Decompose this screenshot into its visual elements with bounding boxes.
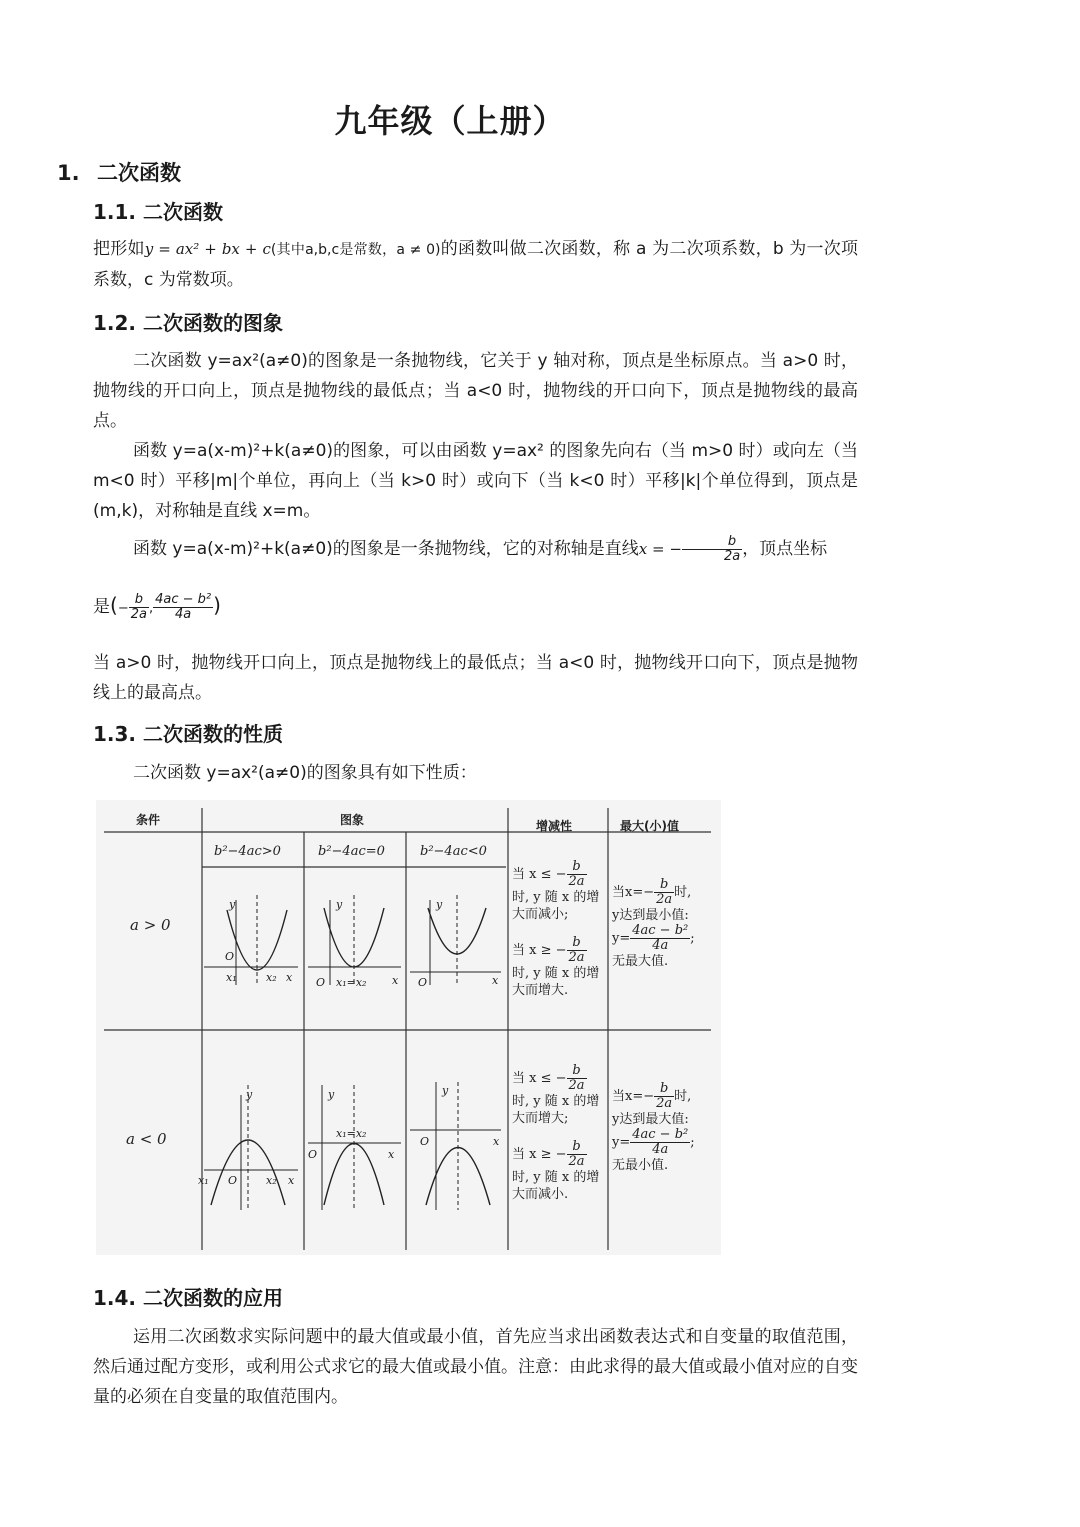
label-o: O — [308, 1148, 318, 1161]
paragraph-vertex: 是(− $\frac{b}{2a}$ , $\frac{\text{4ac − b²}}{4a}$ ) — [93, 591, 221, 622]
label-y: y — [442, 1084, 449, 1097]
section-1-heading — [57, 157, 181, 187]
header-monotonicity: 增减性 — [536, 819, 573, 833]
paragraph-graph-1: 二次函数 y=ax²(a≠0)的图象是一条抛物线，它关于 y 轴对称，顶点是坐标原点。当 a>0 时，抛物线的开口向上，顶点是抛物线的最低点；当 a<0 时，抛物线的开口向下，顶点是抛物线的最高点。 — [93, 351, 858, 431]
section-number: 1. — [57, 161, 80, 185]
label-y: y — [229, 898, 236, 911]
paragraph-definition: 把形如y = ax² + bx + c(其中a,b,c是常数，a ≠ 0)的函数叫做二次函数，称 a 为二次项系数，b 为一次项系数，c 为常数项。 — [93, 239, 859, 290]
table-lines — [96, 800, 721, 1255]
subheader-disc-pos: b²−4ac>0 — [214, 844, 281, 859]
label-o: O — [418, 976, 428, 989]
paragraph-properties-intro: 二次函数 y=ax²(a≠0)的图象具有如下性质： — [133, 763, 477, 783]
label-x2: x₂ — [266, 971, 277, 984]
paragraph-graph-3: 函数 y=a(x-m)²+k(a≠0)的图象是一条抛物线，它的对称轴是直线x = − $\frac{b}{2a}$ ，顶点坐标 — [133, 533, 828, 564]
heading-1-2: 1.2. 二次函数的图象 — [93, 311, 283, 335]
label-x: x — [288, 1174, 295, 1187]
label-x1: x₁ — [226, 971, 237, 984]
label-y: y — [328, 1088, 335, 1101]
extreme-pos: 当x=− $\frac{b}{2a}$ 时, y达到最小值: y= $\frac{\text{4ac − b²}}{4a}$ ; 无最大值. — [612, 877, 695, 969]
label-x: x — [492, 974, 499, 987]
heading-1-4: 1.4. 二次函数的应用 — [93, 1286, 283, 1310]
graph-down-one-root — [308, 1085, 401, 1210]
parabola — [324, 1144, 384, 1206]
label-x: x — [286, 971, 293, 984]
graph-up-no-root — [410, 895, 501, 989]
condition-a-positive: a > 0 — [130, 916, 171, 934]
subheader-disc-zero: b²−4ac=0 — [318, 844, 385, 859]
label-y: y — [336, 898, 343, 911]
properties-table — [96, 800, 721, 1255]
label-x1: x₁ — [198, 1174, 209, 1187]
heading-1-3: 1.3. 二次函数的性质 — [93, 722, 283, 746]
mono-neg-2: 当 x ≥ − $\frac{b}{2a}$ 时, y 随 x 的增 大而减小. — [512, 1139, 600, 1202]
graph-up-one-root — [308, 895, 401, 989]
header-extreme: 最大(小)值 — [620, 819, 679, 833]
label-y: y — [436, 898, 443, 911]
section-title: 二次函数 — [97, 161, 181, 185]
formula-general: y = ax² + bx + c — [144, 240, 271, 258]
fraction-vertex-y: $\frac{\text{4ac − b²}}{4a}$ — [155, 591, 212, 622]
mono-neg-1: 当 x ≤ − $\frac{b}{2a}$ 时, y 随 x 的增 大而增大; — [512, 1063, 600, 1126]
label-o: O — [316, 976, 326, 989]
label-x: x — [493, 1135, 500, 1148]
graph-up-two-roots — [204, 895, 298, 985]
label-x: x — [388, 1148, 395, 1161]
page-title: 九年级（上册） — [334, 102, 566, 140]
heading-1-1: 1.1. 二次函数 — [93, 200, 223, 224]
subheader-disc-neg: b²−4ac<0 — [420, 844, 487, 859]
extreme-neg: 当x=− $\frac{b}{2a}$ 时, y达到最大值: y= $\frac{\text{4ac − b²}}{4a}$ ; 无最小值. — [612, 1081, 695, 1173]
label-o: O — [225, 950, 235, 963]
label-o: O — [420, 1135, 430, 1148]
graph-down-two-roots — [198, 1085, 298, 1210]
label-x2: x₂ — [266, 1174, 277, 1187]
label-x12: x₁=x₂ — [336, 1127, 367, 1140]
header-condition: 条件 — [136, 813, 161, 827]
paragraph-graph-4: 当 a>0 时，抛物线开口向上，顶点是抛物线上的最低点；当 a<0 时，抛物线开口向下，顶点是抛物线上的最高点。 — [93, 653, 858, 703]
paragraph-graph-2: 函数 y=a(x-m)²+k(a≠0)的图象，可以由函数 y=ax² 的图象先向右（当 m>0 时）或向左（当 m<0 时）平移|m|个单位，再向上（当 k>0 时）或向下（当 k<0 时）平移|k|个单位得到，顶点是(m,k)，对称轴是直线 x=m。 — [93, 441, 858, 521]
label-y: y — [246, 1088, 253, 1101]
graph-down-no-root — [410, 1082, 501, 1210]
paragraph-application: 运用二次函数求实际问题中的最大值或最小值，首先应当求出函数表达式和自变量的取值范围，然后通过配方变形，或利用公式求它的最大值或最小值。注意：由此求得的最大值或最小值对应的自变量的必须在自变量的取值范围内。 — [93, 1327, 858, 1407]
header-graph: 图象 — [340, 813, 365, 827]
fraction-axis: $\frac{b}{2a}$ — [682, 535, 742, 564]
mono-pos-1: 当 x ≤ − $\frac{b}{2a}$ 时, y 随 x 的增 大而减小; — [512, 859, 600, 922]
fraction-vertex-x: $\frac{b}{2a}$ — [130, 591, 147, 622]
condition-a-negative: a < 0 — [126, 1130, 167, 1148]
label-x: x — [392, 974, 399, 987]
label-x12: x₁=x₂ — [336, 976, 367, 989]
label-o: O — [228, 1174, 238, 1187]
mono-pos-2: 当 x ≥ − $\frac{b}{2a}$ 时, y 随 x 的增 大而增大. — [512, 935, 600, 998]
